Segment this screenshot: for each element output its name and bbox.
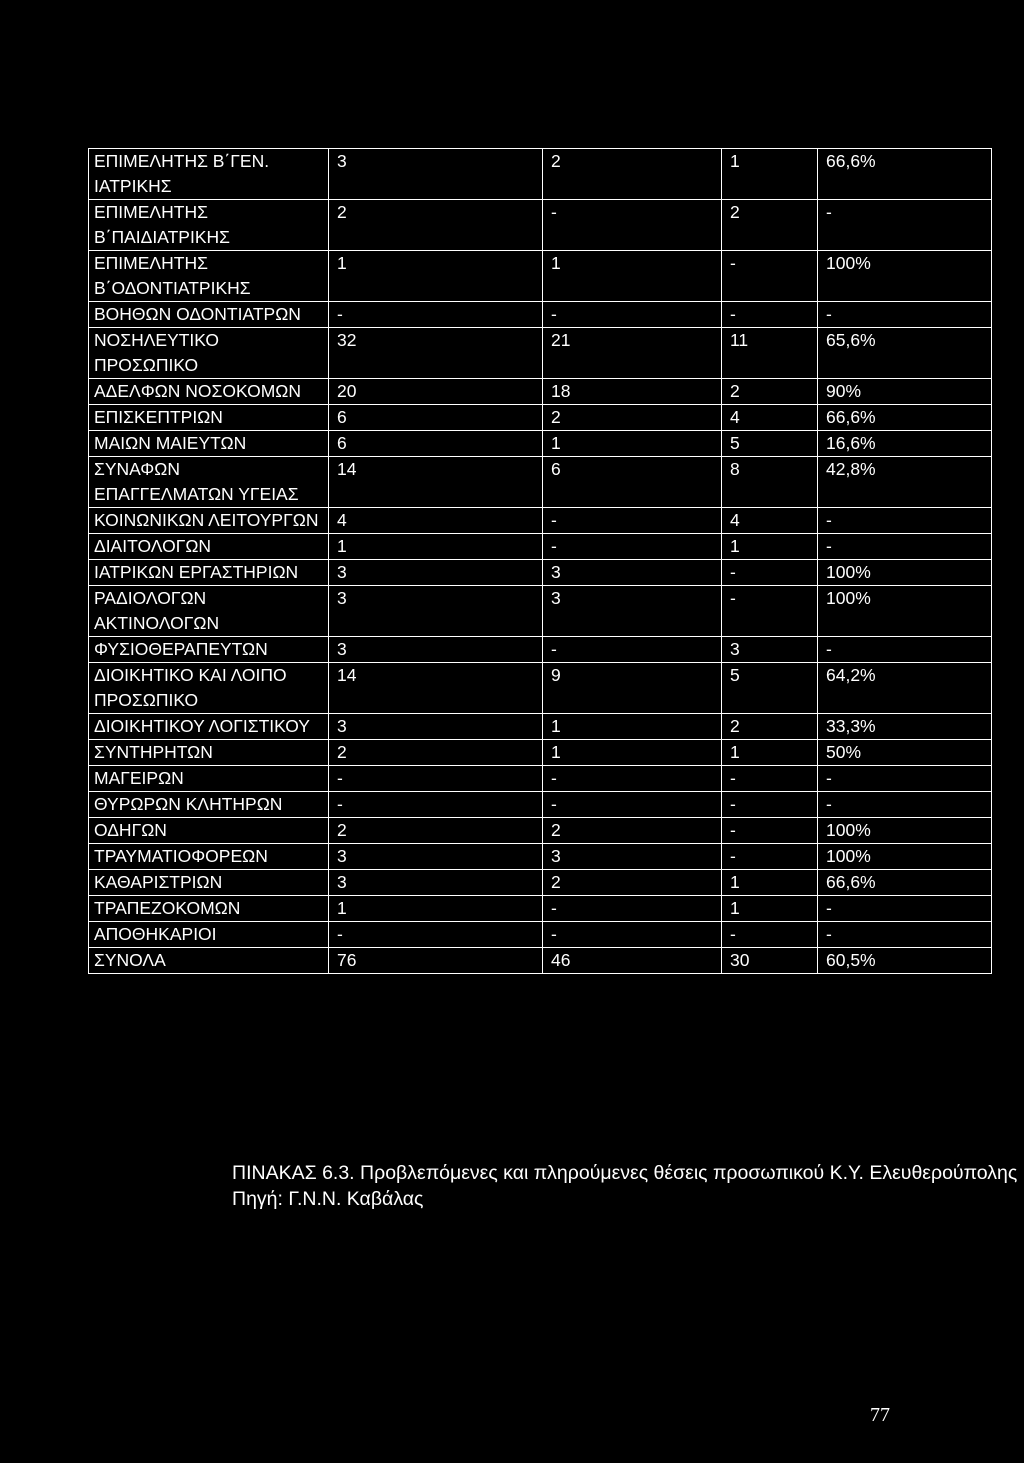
- caption-title: ΠΙΝΑΚΑΣ 6.3. Προβλεπόμενες και πληρούμενες θέσεις προσωπικού Κ.Υ. Ελευθερούπολης: [232, 1162, 1018, 1184]
- row-label-cell: ΜΑΓΕΙΡΩΝ: [89, 766, 329, 792]
- percent-cell: 50%: [818, 740, 992, 766]
- value-cell: -: [329, 922, 543, 948]
- table-row: [89, 714, 992, 740]
- percent-cell: -: [818, 534, 992, 560]
- row-label-cell: ΣΥΝΤΗΡΗΤΩΝ: [89, 740, 329, 766]
- percent-cell: 100%: [818, 560, 992, 586]
- value-cell: 4: [722, 508, 818, 534]
- row-label-cell: ΑΠΟΘΗΚΑΡΙΟΙ: [89, 922, 329, 948]
- table-caption: [232, 1160, 1017, 1212]
- staff-positions-table: [88, 148, 992, 974]
- value-cell: -: [543, 302, 722, 328]
- percent-cell: -: [818, 922, 992, 948]
- row-label-cell: ΙΑΤΡΙΚΩΝ ΕΡΓΑΣΤΗΡΙΩΝ: [89, 560, 329, 586]
- percent-cell: 66,6%: [818, 149, 992, 200]
- table-row: [89, 870, 992, 896]
- row-label-cell: ΤΡΑΥΜΑΤΙΟΦΟΡΕΩΝ: [89, 844, 329, 870]
- row-label-cell: ΕΠΙΜΕΛΗΤΗΣ Β΄ΠΑΙΔΙΑΤΡΙΚΗΣ: [89, 200, 329, 251]
- value-cell: 4: [722, 405, 818, 431]
- row-label-cell: ΟΔΗΓΩΝ: [89, 818, 329, 844]
- row-label-cell: ΡΑΔΙΟΛΟΓΩΝ ΑΚΤΙΝΟΛΟΓΩΝ: [89, 586, 329, 637]
- value-cell: 3: [329, 844, 543, 870]
- value-cell: 3: [329, 586, 543, 637]
- value-cell: -: [543, 922, 722, 948]
- value-cell: 3: [543, 586, 722, 637]
- value-cell: 2: [722, 714, 818, 740]
- percent-cell: -: [818, 200, 992, 251]
- value-cell: 1: [543, 251, 722, 302]
- value-cell: 1: [722, 534, 818, 560]
- table-row: [89, 948, 992, 974]
- table-row: [89, 200, 992, 251]
- table-row: [89, 740, 992, 766]
- value-cell: 30: [722, 948, 818, 974]
- percent-cell: -: [818, 896, 992, 922]
- value-cell: -: [329, 766, 543, 792]
- value-cell: 21: [543, 328, 722, 379]
- row-label-cell: ΦΥΣΙΟΘΕΡΑΠΕΥΤΩΝ: [89, 637, 329, 663]
- value-cell: -: [543, 766, 722, 792]
- row-label-cell: ΚΟΙΝΩΝΙΚΩΝ ΛΕΙΤΟΥΡΓΩΝ: [89, 508, 329, 534]
- percent-cell: 60,5%: [818, 948, 992, 974]
- value-cell: 3: [329, 870, 543, 896]
- value-cell: -: [722, 818, 818, 844]
- value-cell: -: [722, 586, 818, 637]
- row-label-cell: ΜΑΙΩΝ ΜΑΙΕΥΤΩΝ: [89, 431, 329, 457]
- value-cell: 2: [329, 740, 543, 766]
- value-cell: 1: [329, 534, 543, 560]
- percent-cell: -: [818, 766, 992, 792]
- percent-cell: -: [818, 508, 992, 534]
- value-cell: 2: [329, 200, 543, 251]
- value-cell: -: [722, 792, 818, 818]
- value-cell: 1: [329, 251, 543, 302]
- table-row: [89, 818, 992, 844]
- table-row: [89, 792, 992, 818]
- value-cell: 2: [543, 818, 722, 844]
- value-cell: 2: [329, 818, 543, 844]
- table-row: [89, 922, 992, 948]
- row-label-cell: ΘΥΡΩΡΩΝ ΚΛΗΤΗΡΩΝ: [89, 792, 329, 818]
- table-row: [89, 560, 992, 586]
- value-cell: 2: [543, 405, 722, 431]
- value-cell: 5: [722, 663, 818, 714]
- table-row: [89, 534, 992, 560]
- value-cell: -: [722, 302, 818, 328]
- staff-table-body: [89, 149, 992, 974]
- value-cell: 6: [329, 405, 543, 431]
- table-row: [89, 586, 992, 637]
- row-label-cell: ΚΑΘΑΡΙΣΤΡΙΩΝ: [89, 870, 329, 896]
- percent-cell: 100%: [818, 844, 992, 870]
- value-cell: -: [543, 637, 722, 663]
- value-cell: 1: [543, 431, 722, 457]
- value-cell: 32: [329, 328, 543, 379]
- table-row: [89, 251, 992, 302]
- value-cell: 1: [722, 740, 818, 766]
- value-cell: 3: [329, 714, 543, 740]
- value-cell: 1: [722, 896, 818, 922]
- table-row: [89, 508, 992, 534]
- row-label-cell: ΔΙΑΙΤΟΛΟΓΩΝ: [89, 534, 329, 560]
- percent-cell: -: [818, 302, 992, 328]
- value-cell: 3: [329, 560, 543, 586]
- value-cell: 1: [722, 870, 818, 896]
- percent-cell: 100%: [818, 251, 992, 302]
- value-cell: 3: [329, 149, 543, 200]
- table-row: [89, 663, 992, 714]
- value-cell: -: [329, 792, 543, 818]
- table-row: [89, 844, 992, 870]
- value-cell: 76: [329, 948, 543, 974]
- percent-cell: 66,6%: [818, 405, 992, 431]
- value-cell: 3: [329, 637, 543, 663]
- value-cell: 6: [329, 431, 543, 457]
- value-cell: 2: [722, 200, 818, 251]
- percent-cell: 66,6%: [818, 870, 992, 896]
- percent-cell: 33,3%: [818, 714, 992, 740]
- percent-cell: -: [818, 792, 992, 818]
- table-row: [89, 328, 992, 379]
- value-cell: 3: [722, 637, 818, 663]
- value-cell: -: [722, 560, 818, 586]
- row-label-cell: ΝΟΣΗΛΕΥΤΙΚΟ ΠΡΟΣΩΠΙΚΟ: [89, 328, 329, 379]
- value-cell: 46: [543, 948, 722, 974]
- percent-cell: 64,2%: [818, 663, 992, 714]
- table-row: [89, 379, 992, 405]
- value-cell: -: [722, 922, 818, 948]
- value-cell: 1: [543, 714, 722, 740]
- row-label-cell: ΑΔΕΛΦΩΝ ΝΟΣΟΚΟΜΩΝ: [89, 379, 329, 405]
- row-label-cell: ΕΠΙΜΕΛΗΤΗΣ Β΄ΟΔΟΝΤΙΑΤΡΙΚΗΣ: [89, 251, 329, 302]
- percent-cell: 65,6%: [818, 328, 992, 379]
- row-label-cell: ΤΡΑΠΕΖΟΚΟΜΩΝ: [89, 896, 329, 922]
- table-row: [89, 766, 992, 792]
- row-label-cell: ΕΠΙΜΕΛΗΤΗΣ Β΄ΓΕΝ. ΙΑΤΡΙΚΗΣ: [89, 149, 329, 200]
- page-number: 77: [870, 1404, 890, 1426]
- value-cell: 1: [543, 740, 722, 766]
- value-cell: -: [722, 844, 818, 870]
- value-cell: 3: [543, 560, 722, 586]
- value-cell: 2: [543, 870, 722, 896]
- value-cell: 1: [329, 896, 543, 922]
- value-cell: 20: [329, 379, 543, 405]
- row-label-cell: ΒΟΗΘΩΝ ΟΔΟΝΤΙΑΤΡΩΝ: [89, 302, 329, 328]
- table-row: [89, 431, 992, 457]
- value-cell: 9: [543, 663, 722, 714]
- row-label-cell: ΣΥΝΟΛΑ: [89, 948, 329, 974]
- percent-cell: 100%: [818, 586, 992, 637]
- table-row: [89, 149, 992, 200]
- table-row: [89, 457, 992, 508]
- value-cell: 18: [543, 379, 722, 405]
- caption-source: Πηγή: Γ.Ν.Ν. Καβάλας: [232, 1188, 424, 1210]
- value-cell: 6: [543, 457, 722, 508]
- table-row: [89, 896, 992, 922]
- table-row: [89, 405, 992, 431]
- row-label-cell: ΔΙΟΙΚΗΤΙΚΟ ΚΑΙ ΛΟΙΠΟ ΠΡΟΣΩΠΙΚΟ: [89, 663, 329, 714]
- percent-cell: 42,8%: [818, 457, 992, 508]
- value-cell: 1: [722, 149, 818, 200]
- value-cell: -: [543, 534, 722, 560]
- table-row: [89, 637, 992, 663]
- percent-cell: 90%: [818, 379, 992, 405]
- value-cell: 11: [722, 328, 818, 379]
- row-label-cell: ΕΠΙΣΚΕΠΤΡΙΩΝ: [89, 405, 329, 431]
- value-cell: -: [543, 792, 722, 818]
- value-cell: 2: [722, 379, 818, 405]
- value-cell: 2: [543, 149, 722, 200]
- value-cell: 5: [722, 431, 818, 457]
- percent-cell: -: [818, 637, 992, 663]
- value-cell: -: [722, 251, 818, 302]
- value-cell: -: [543, 200, 722, 251]
- value-cell: -: [543, 896, 722, 922]
- value-cell: 14: [329, 663, 543, 714]
- value-cell: 3: [543, 844, 722, 870]
- value-cell: -: [543, 508, 722, 534]
- percent-cell: 100%: [818, 818, 992, 844]
- row-label-cell: ΔΙΟΙΚΗΤΙΚΟΥ ΛΟΓΙΣΤΙΚΟΥ: [89, 714, 329, 740]
- value-cell: 14: [329, 457, 543, 508]
- row-label-cell: ΣΥΝΑΦΩΝ ΕΠΑΓΓΕΛΜΑΤΩΝ ΥΓΕΙΑΣ: [89, 457, 329, 508]
- percent-cell: 16,6%: [818, 431, 992, 457]
- value-cell: -: [329, 302, 543, 328]
- table-row: [89, 302, 992, 328]
- value-cell: 4: [329, 508, 543, 534]
- value-cell: 8: [722, 457, 818, 508]
- value-cell: -: [722, 766, 818, 792]
